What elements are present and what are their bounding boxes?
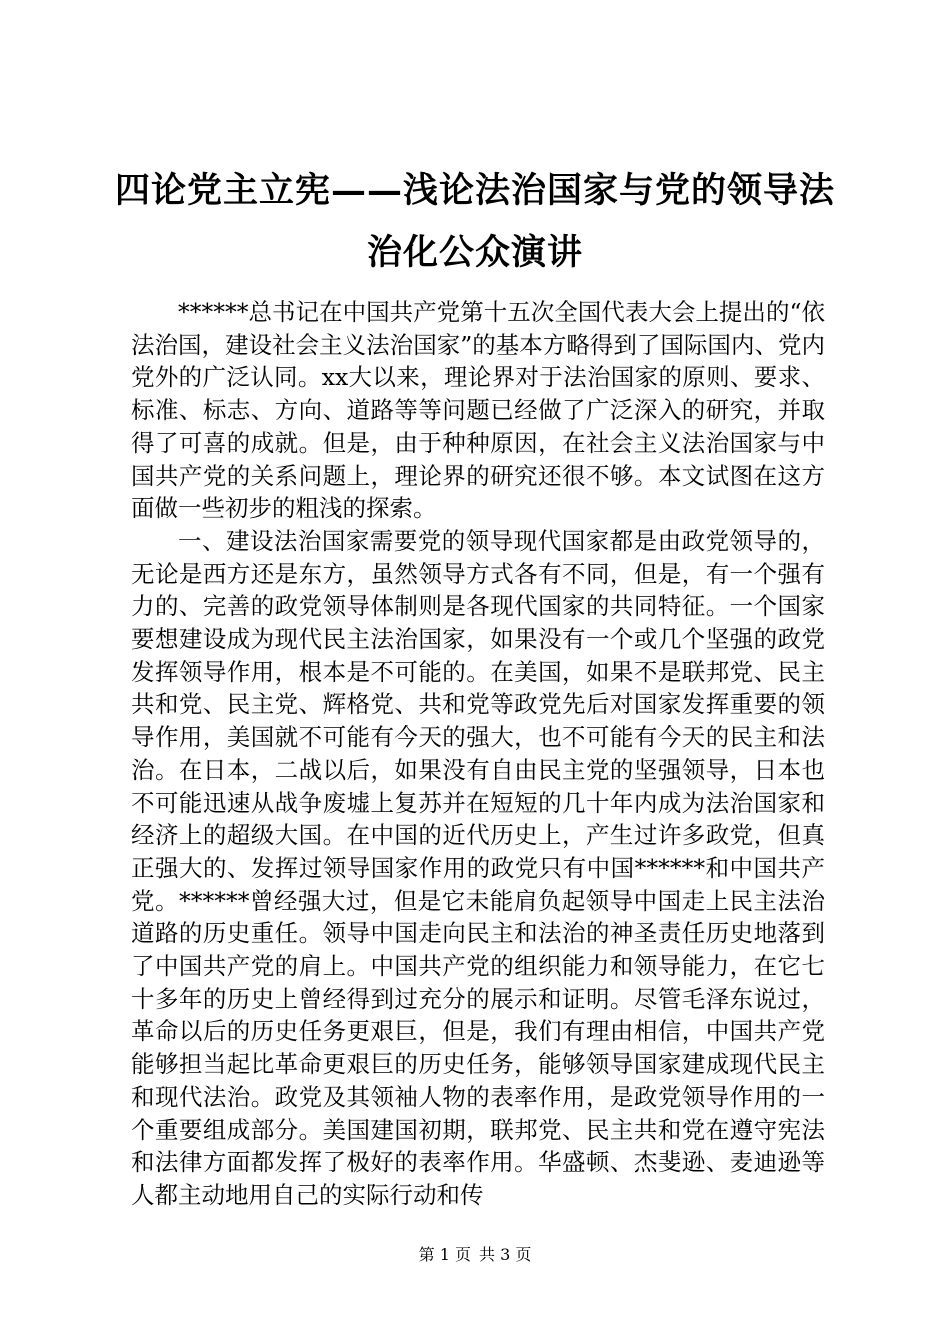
document-body	[131, 296, 825, 1212]
page-number: 第 1 页	[418, 1245, 471, 1264]
paragraph-intro: ******总书记在中国共产党第十五次全国代表大会上提出的“依法治国，建设社会主义法治国家”的基本方略得到了国际国内、党内党外的广泛认同。xx大以来，理论界对于法治国家的原则、要求、标准、标志、方向、道路等等问题已经做了广泛深入的研究，并取得了可喜的成就。但是，由于种种原因，在社会主义法治国家与中国共产党的关系问题上，理论界的研究还很不够。本文试图在这方面做一些初步的粗浅的探索。	[131, 298, 825, 523]
page-footer	[0, 1245, 950, 1265]
title-line-2: 治化公众演讲	[366, 232, 583, 273]
title-line-1: 四论党主立宪——浅论法治国家与党的领导法	[114, 170, 835, 211]
page-total: 共 3 页	[479, 1245, 532, 1264]
paragraph-section-1: 一、建设法治国家需要党的领导现代国家都是由政党领导的，无论是西方还是东方，虽然领导方式各有不同，但是，有一个强有力的、完善的政党领导体制则是各现代国家的共同特征。一个国家要想建设成为现代民主法治国家，如果没有一个或几个坚强的政党发挥领导作用，根本是不可能的。在美国，如果不是联邦党、民主共和党、民主党、辉格党、共和党等政党先后对国家发挥重要的领导作用，美国就不可能有今天的强大，也不可能有今天的民主和法治。在日本，二战以后，如果没有自由民主党的坚强领导，日本也不可能迅速从战争废墟上复苏并在短短的几十年内成为法治国家和经济上的超级大国。在中国的近代历史上，产生过许多政党，但真正强大的、发挥过领导国家作用的政党只有中国******和中国共产党。******曾经强大过，但是它未能肩负起领导中国走上民主法治道路的历史重任。领导中国走向民主和法治的神圣责任历史地落到了中国共产党的肩上。中国共产党的组织能力和领导能力，在它七十多年的历史上曾经得到过充分的展示和证明。尽管毛泽东说过，革命以后的历史任务更艰巨，但是，我们有理由相信，中国共产党能够担当起比革命更艰巨的历史任务，能够领导国家建成现代民主和现代法治。政党及其领袖人物的表率作用，是政党领导作用的一个重要组成部分。美国建国初期，联邦党、民主共和党在遵守宪法和法律方面都发挥了极好的表率作用。华盛顿、杰斐逊、麦迪逊等人都主动地用自己的实际行动和传	[131, 526, 825, 1209]
document-title	[110, 160, 840, 284]
